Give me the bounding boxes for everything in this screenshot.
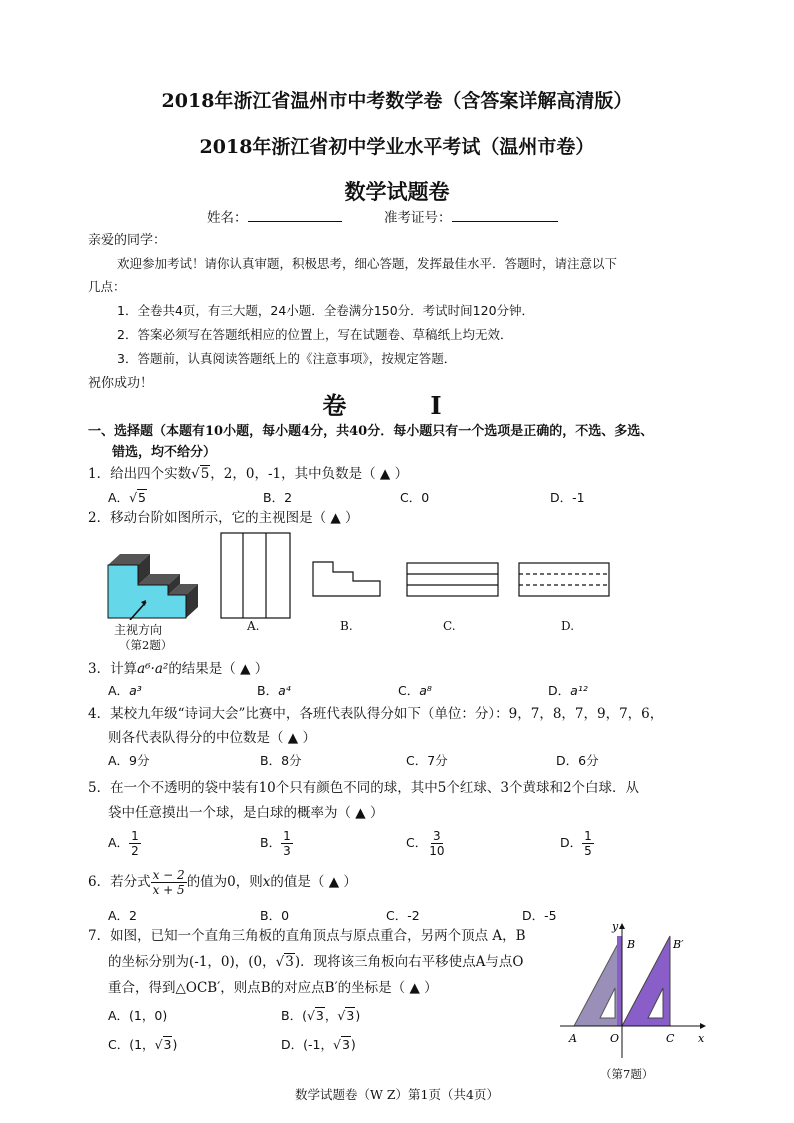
welcome-line-1: 欢迎参加考试！请你认真审题，积极思考，细心答题，发挥最佳水平．答题时，请注意以下 — [117, 256, 618, 271]
q6-option-c: C．-2 — [386, 908, 420, 923]
option-b-figure — [313, 562, 380, 596]
q7-figure — [555, 918, 715, 1068]
question-4-line-2: 则各代表队得分的中位数是（ ▲ ） — [108, 730, 316, 746]
q4-option-c: C．7分 — [406, 753, 448, 768]
q3-option-c: C．a⁸ — [398, 683, 432, 698]
q6-fraction: $\frac{x - 2}{x + 5}$ — [152, 868, 185, 897]
q7-option-c: C．(1，√3) — [108, 1037, 178, 1052]
wish: 祝你成功！ — [88, 376, 154, 391]
q7-option-a: A．(1，0) — [108, 1008, 168, 1023]
q1-prefix: 1．给出四个实数 — [88, 466, 192, 482]
q7-option-d: D．(-1，√3) — [281, 1037, 356, 1052]
question-5-line-2: 袋中任意摸出一个球，是白球的概率为（ ▲ ） — [108, 805, 384, 821]
q2-figures — [100, 530, 620, 620]
note-1: 1．全卷共4页，有三大题，24小题．全卷满分150分．考试时间120分钟． — [117, 303, 535, 318]
question-3: 3．计算a⁶·a²的结果是（ ▲ ） — [88, 661, 269, 677]
q3-option-b: B．a⁴ — [257, 683, 291, 698]
label-b: B — [627, 938, 636, 951]
note-3: 3．答题前，认真阅读答题纸上的《注意事项》，按规定答题． — [117, 351, 457, 366]
greeting: 亲爱的同学： — [88, 233, 167, 248]
section-heading-line-2: 错选，均不给分） — [112, 445, 217, 460]
id-blank — [452, 207, 558, 222]
stair-solid — [108, 554, 198, 618]
q5-option-c: C． $\frac{3}{10}$ — [406, 829, 445, 858]
q3-option-d: D．a¹² — [548, 683, 588, 698]
id-field — [384, 206, 558, 226]
question-6: 6．若分式 $\frac{x - 2}{x + 5}$ 的值为0，则x的值是（ ▲ ） — [88, 868, 357, 897]
q7-figure-caption: （第7题） — [600, 1067, 654, 1081]
section-heading-line-1: 一、选择题（本题有10小题，每小题4分，共40分．每小题只有一个选项是正确的，不选、多选、 — [88, 424, 654, 439]
q3-expression: a⁶·a² — [137, 661, 169, 677]
document-title: 2018年浙江省温州市中考数学卷（含答案详解高清版） — [161, 90, 633, 112]
welcome-line-2: 几点： — [88, 279, 126, 294]
q4-option-d: D．6分 — [556, 753, 599, 768]
name-field — [207, 206, 342, 226]
q5-option-b: B． $\frac{1}{3}$ — [260, 829, 291, 858]
label-a: A — [569, 1032, 577, 1045]
label-b-prime: B′ — [673, 938, 684, 951]
label-o: O — [610, 1032, 620, 1045]
label-x: x — [698, 1032, 705, 1045]
q1-option-c: C．0 — [400, 490, 430, 505]
q1-option-b: B．2 — [263, 490, 293, 505]
q1-option-a: A．√5 — [108, 490, 146, 505]
q2-option-a: A. — [247, 619, 260, 633]
paper-title: 数学试题卷 — [344, 179, 450, 204]
triangle-aob — [574, 936, 622, 1026]
q2-figure-caption: （第2题） — [119, 638, 173, 652]
exam-title: 2018年浙江省初中学业水平考试（温州市卷） — [199, 136, 595, 158]
name-label: 姓名： — [207, 210, 248, 226]
option-d-figure — [519, 563, 609, 596]
q1-sqrt: √5 — [191, 466, 210, 482]
question-2: 2．移动台阶如图所示，它的主视图是（ ▲ ） — [88, 510, 359, 526]
q6-option-a: A．2 — [108, 908, 138, 923]
question-7-line-2: 的坐标分别为(-1，0)，(0，√3)．现将该三角板向右平移使点A与点O — [108, 954, 524, 970]
view-direction-label: 主视方向 — [114, 623, 163, 637]
option-a-figure — [221, 533, 290, 618]
q6-option-d: D．-5 — [522, 908, 557, 923]
q5-option-d: D． $\frac{1}{5}$ — [560, 829, 592, 858]
page-footer: 数学试题卷（W Z）第1页（共4页） — [295, 1087, 499, 1102]
name-blank — [248, 207, 342, 222]
q2-option-d: D. — [561, 619, 575, 633]
label-y: y — [612, 920, 619, 933]
part-heading: 卷 I — [322, 391, 472, 420]
q2-option-c: C. — [443, 619, 456, 633]
option-c-figure — [407, 563, 498, 596]
q4-option-a: A．9分 — [108, 753, 150, 768]
q1-option-d: D．-1 — [550, 490, 585, 505]
q6-option-b: B．0 — [260, 908, 290, 923]
q4-option-b: B．8分 — [260, 753, 302, 768]
label-c: C — [666, 1032, 675, 1045]
q3-option-a: A．a³ — [108, 683, 142, 698]
note-2: 2．答案必须写在答题纸相应的位置上，写在试题卷、草稿纸上均无效． — [117, 327, 513, 342]
id-label: 准考证号： — [384, 210, 452, 226]
q5-option-a: A． $\frac{1}{2}$ — [108, 829, 139, 858]
q1-suffix: ，2，0，-1，其中负数是（ ▲ ） — [210, 466, 409, 482]
q2-option-b: B. — [340, 619, 353, 633]
question-7-line-1: 7．如图，已知一个直角三角板的直角顶点与原点重合，另两个顶点 A，B — [88, 928, 526, 944]
question-7-line-3: 重合，得到△OCB′，则点B的对应点B′的坐标是（ ▲ ） — [108, 980, 438, 996]
question-5-line-1: 5．在一个不透明的袋中装有10个只有颜色不同的球，其中5个红球、3个黄球和2个白球．从 — [88, 780, 640, 796]
q7-option-b: B．(√3，√3) — [281, 1008, 361, 1023]
question-4-line-1: 4．某校九年级“诗词大会”比赛中，各班代表队得分如下（单位：分）：9，7，8，7，9，7，6， — [88, 706, 664, 722]
question-1 — [88, 462, 408, 482]
